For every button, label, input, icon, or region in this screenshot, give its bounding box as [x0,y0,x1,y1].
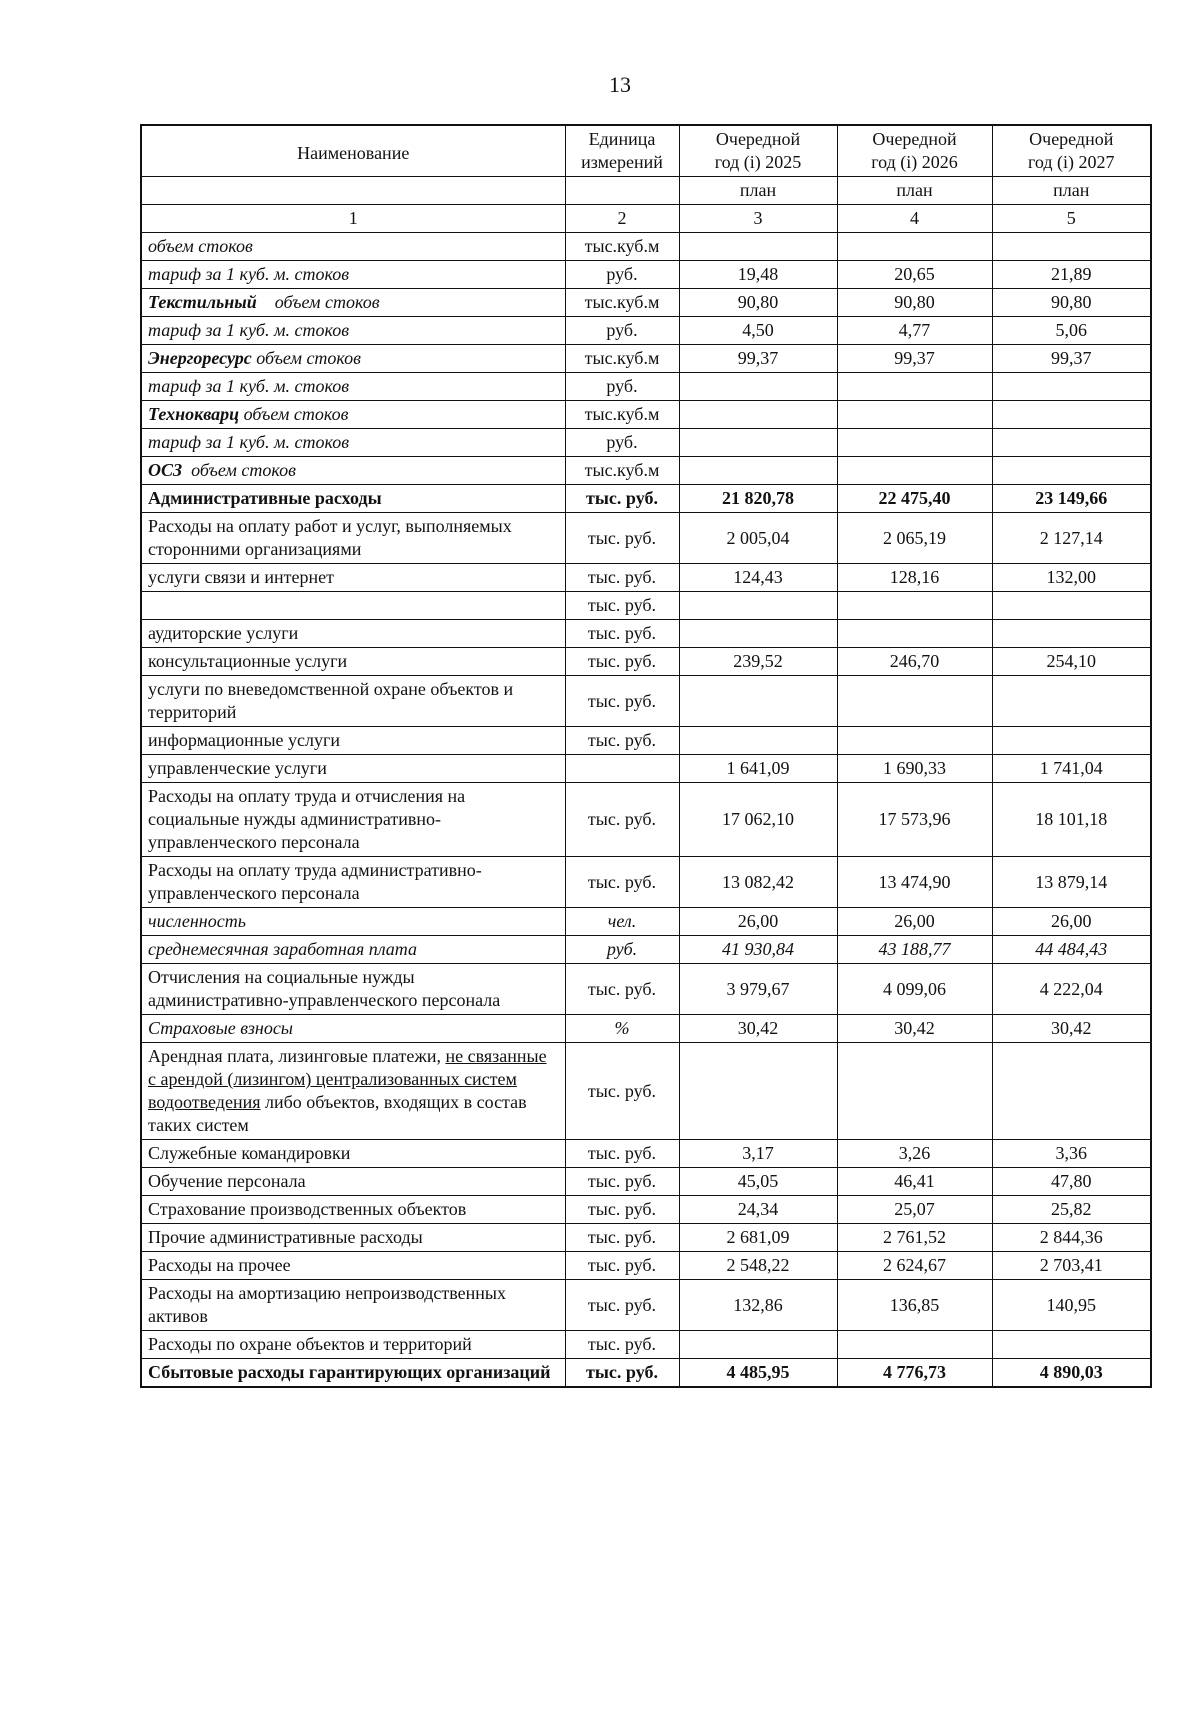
row-value-2025: 90,80 [679,289,837,317]
row-value-2027: 140,95 [992,1280,1151,1331]
row-unit: тыс.куб.м [565,289,679,317]
row-label [141,345,565,373]
row-value-2026 [837,233,992,261]
row-value-2026: 136,85 [837,1280,992,1331]
row-label: Административные расходы [141,485,565,513]
row-label [141,289,565,317]
row-unit: тыс. руб. [565,857,679,908]
row-label-part-b: либо объектов, входящих в состав таких систем [148,1092,527,1135]
table-row [141,1252,1151,1280]
row-value-2025: 19,48 [679,261,837,289]
row-unit: тыс. руб. [565,513,679,564]
row-value-2027 [992,1331,1151,1359]
row-value-2026 [837,1043,992,1140]
table-row [141,401,1151,429]
header-y1-line2: год (i) 2025 [714,152,802,172]
table-row [141,964,1151,1015]
row-value-2027: 99,37 [992,345,1151,373]
row-value-2026 [837,592,992,620]
col-number-4: 4 [837,205,992,233]
header-unit-line1: Единица [588,129,656,149]
row-unit: тыс. руб. [565,564,679,592]
row-value-2027: 3,36 [992,1140,1151,1168]
row-value-2025: 4,50 [679,317,837,345]
table-row [141,620,1151,648]
row-label: Расходы на оплату труда административно-управленческого персонала [141,857,565,908]
row-value-2027: 2 844,36 [992,1224,1151,1252]
table-row [141,429,1151,457]
row-value-2025 [679,457,837,485]
row-unit [565,755,679,783]
plan-empty-name [141,177,565,205]
row-unit: руб. [565,373,679,401]
row-value-2026: 3,26 [837,1140,992,1168]
row-unit: тыс. руб. [565,1140,679,1168]
row-unit: тыс. руб. [565,485,679,513]
row-value-2025: 26,00 [679,908,837,936]
row-unit: тыс. руб. [565,676,679,727]
row-unit: тыс. руб. [565,592,679,620]
header-year-2025 [679,125,837,177]
row-value-2025: 3 979,67 [679,964,837,1015]
row-value-2027: 44 484,43 [992,936,1151,964]
table-row [141,592,1151,620]
plan-row [141,177,1151,205]
row-value-2025: 2 681,09 [679,1224,837,1252]
row-unit: тыс. руб. [565,1359,679,1388]
row-value-2027: 23 149,66 [992,485,1151,513]
row-label [141,1043,565,1140]
table-row [141,783,1151,857]
row-value-2027 [992,1043,1151,1140]
row-value-2025 [679,592,837,620]
row-value-2026: 22 475,40 [837,485,992,513]
header-y3-line1: Очередной [1029,129,1114,149]
row-value-2027 [992,592,1151,620]
table-row [141,1280,1151,1331]
row-value-2027: 5,06 [992,317,1151,345]
row-value-2026: 17 573,96 [837,783,992,857]
row-value-2026 [837,401,992,429]
row-label-org: Энергоресурс [148,348,252,368]
row-value-2026: 13 474,90 [837,857,992,908]
row-label: тариф за 1 куб. м. стоков [141,429,565,457]
row-value-2025 [679,1331,837,1359]
row-unit: тыс. руб. [565,727,679,755]
table-row [141,1331,1151,1359]
row-value-2027: 13 879,14 [992,857,1151,908]
table-row [141,317,1151,345]
plan-label-2026: план [837,177,992,205]
row-unit: тыс. руб. [565,1168,679,1196]
table-row [141,564,1151,592]
row-value-2027 [992,676,1151,727]
row-unit: руб. [565,936,679,964]
row-label: консультационные услуги [141,648,565,676]
table-row [141,1224,1151,1252]
row-value-2027 [992,429,1151,457]
row-unit: тыс. руб. [565,1224,679,1252]
row-label-org: Текстильный [148,292,257,312]
col-number-5: 5 [992,205,1151,233]
row-value-2027: 254,10 [992,648,1151,676]
row-value-2026: 90,80 [837,289,992,317]
row-label: Расходы на оплату работ и услуг, выполняемых сторонними организациями [141,513,565,564]
row-value-2027: 30,42 [992,1015,1151,1043]
row-unit: тыс. руб. [565,1252,679,1280]
row-value-2027: 25,82 [992,1196,1151,1224]
table-row [141,648,1151,676]
row-value-2027: 26,00 [992,908,1151,936]
row-value-2025: 4 485,95 [679,1359,837,1388]
row-value-2026: 2 624,67 [837,1252,992,1280]
table-row [141,1196,1151,1224]
header-y3-line2: год (i) 2027 [1027,152,1115,172]
table-row [141,233,1151,261]
row-label: Расходы на оплату труда и отчисления на социальные нужды административно-управленческого персонала [141,783,565,857]
row-unit: тыс.куб.м [565,345,679,373]
row-label [141,592,565,620]
row-value-2025: 13 082,42 [679,857,837,908]
col-number-3: 3 [679,205,837,233]
header-row [141,125,1151,177]
row-value-2026 [837,676,992,727]
table-row [141,727,1151,755]
header-year-2026 [837,125,992,177]
column-numbers-row [141,205,1151,233]
row-value-2026: 26,00 [837,908,992,936]
row-value-2026: 43 188,77 [837,936,992,964]
table-row [141,1140,1151,1168]
row-label: Расходы на прочее [141,1252,565,1280]
table-row [141,908,1151,936]
header-year-2027 [992,125,1151,177]
table-row [141,1015,1151,1043]
row-unit: руб. [565,429,679,457]
row-label-text: объем стоков [251,348,361,368]
row-value-2026 [837,457,992,485]
table-row [141,755,1151,783]
row-value-2025: 41 930,84 [679,936,837,964]
row-value-2025: 17 062,10 [679,783,837,857]
row-label: Страхование производственных объектов [141,1196,565,1224]
row-value-2026: 46,41 [837,1168,992,1196]
row-value-2027: 4 222,04 [992,964,1151,1015]
row-label [141,457,565,485]
row-value-2026: 4 099,06 [837,964,992,1015]
row-label: информационные услуги [141,727,565,755]
table-row [141,345,1151,373]
plan-label-2027: план [992,177,1151,205]
col-number-2: 2 [565,205,679,233]
row-label-org: ОСЗ [148,460,183,480]
row-value-2025: 2 548,22 [679,1252,837,1280]
row-label: тариф за 1 куб. м. стоков [141,261,565,289]
page-number: 13 [609,72,631,97]
row-value-2026: 99,37 [837,345,992,373]
row-label: объем стоков [141,233,565,261]
row-unit: тыс. руб. [565,1196,679,1224]
row-value-2026: 2 761,52 [837,1224,992,1252]
row-unit: % [565,1015,679,1043]
row-value-2027 [992,401,1151,429]
table-row [141,289,1151,317]
row-unit: тыс. руб. [565,1043,679,1140]
row-unit: тыс. руб. [565,648,679,676]
row-value-2025 [679,401,837,429]
row-value-2027 [992,233,1151,261]
row-value-2025: 239,52 [679,648,837,676]
row-value-2027: 132,00 [992,564,1151,592]
row-value-2025: 30,42 [679,1015,837,1043]
row-unit: тыс.куб.м [565,457,679,485]
row-value-2026: 25,07 [837,1196,992,1224]
row-value-2025 [679,620,837,648]
table-row [141,1043,1151,1140]
row-label [141,401,565,429]
row-label: среднемесячная заработная плата [141,936,565,964]
budget-table [140,124,1152,1388]
row-unit: тыс. руб. [565,620,679,648]
row-label: Обучение персонала [141,1168,565,1196]
row-value-2027: 21,89 [992,261,1151,289]
row-unit: тыс. руб. [565,1331,679,1359]
row-label: аудиторские услуги [141,620,565,648]
row-unit: руб. [565,261,679,289]
row-label: Сбытовые расходы гарантирующих организаций [141,1359,565,1388]
row-unit: тыс. руб. [565,964,679,1015]
row-unit: чел. [565,908,679,936]
plan-empty-unit [565,177,679,205]
row-value-2026 [837,429,992,457]
row-unit: тыс. руб. [565,783,679,857]
header-unit [565,125,679,177]
row-label: управленческие услуги [141,755,565,783]
row-value-2025 [679,233,837,261]
row-value-2025 [679,373,837,401]
row-label: тариф за 1 куб. м. стоков [141,317,565,345]
row-label: Служебные командировки [141,1140,565,1168]
row-label-text: объем стоков [182,460,296,480]
row-value-2026: 2 065,19 [837,513,992,564]
row-value-2025: 3,17 [679,1140,837,1168]
row-value-2026: 30,42 [837,1015,992,1043]
table-row [141,457,1151,485]
row-label: тариф за 1 куб. м. стоков [141,373,565,401]
header-y2-line1: Очередной [872,129,957,149]
row-value-2027 [992,727,1151,755]
row-unit: тыс. руб. [565,1280,679,1331]
row-label-part-a: Арендная плата, лизинговые платежи, [148,1046,446,1066]
row-value-2026: 4,77 [837,317,992,345]
table-row [141,676,1151,727]
plan-label-2025: план [679,177,837,205]
row-unit: тыс.куб.м [565,401,679,429]
row-value-2026: 246,70 [837,648,992,676]
row-value-2025: 132,86 [679,1280,837,1331]
row-value-2027 [992,373,1151,401]
row-value-2027: 4 890,03 [992,1359,1151,1388]
row-value-2027: 47,80 [992,1168,1151,1196]
row-value-2025: 2 005,04 [679,513,837,564]
row-label-org: Технокварц [148,404,240,424]
row-value-2026 [837,1331,992,1359]
table-row [141,513,1151,564]
table-row [141,936,1151,964]
row-value-2025: 124,43 [679,564,837,592]
row-label: услуги по вневедомственной охране объектов и территорий [141,676,565,727]
table-row [141,373,1151,401]
row-label-text: объем стоков [256,292,380,312]
row-label: Расходы по охране объектов и территорий [141,1331,565,1359]
row-value-2025: 24,34 [679,1196,837,1224]
row-value-2026: 4 776,73 [837,1359,992,1388]
header-unit-line2: измерений [581,152,663,172]
row-value-2026: 20,65 [837,261,992,289]
row-label: Прочие административные расходы [141,1224,565,1252]
row-value-2027 [992,457,1151,485]
row-value-2026 [837,373,992,401]
row-value-2026: 128,16 [837,564,992,592]
row-label-underlined: не связанные с арендой (лизингом) централизованных систем водоотведения [148,1046,547,1112]
row-value-2027: 2 127,14 [992,513,1151,564]
row-value-2025 [679,676,837,727]
row-value-2025: 45,05 [679,1168,837,1196]
table-row [141,1359,1151,1388]
row-value-2025 [679,429,837,457]
row-value-2027: 1 741,04 [992,755,1151,783]
row-value-2025 [679,727,837,755]
row-value-2026 [837,620,992,648]
row-value-2025 [679,1043,837,1140]
table-row [141,857,1151,908]
row-label: Отчисления на социальные нужды административно-управленческого персонала [141,964,565,1015]
row-unit: руб. [565,317,679,345]
row-label: услуги связи и интернет [141,564,565,592]
col-number-1: 1 [141,205,565,233]
row-value-2026 [837,727,992,755]
header-y1-line1: Очередной [715,129,801,149]
row-value-2027: 90,80 [992,289,1151,317]
row-label: Страховые взносы [141,1015,565,1043]
row-unit: тыс.куб.м [565,233,679,261]
table-row [141,1168,1151,1196]
row-value-2027 [992,620,1151,648]
row-label: Расходы на амортизацию непроизводственных активов [141,1280,565,1331]
row-value-2027: 2 703,41 [992,1252,1151,1280]
row-value-2025: 21 820,78 [679,485,837,513]
row-value-2025: 99,37 [679,345,837,373]
row-value-2025: 1 641,09 [679,755,837,783]
header-y2-line2: год (i) 2026 [871,152,958,172]
row-value-2027: 18 101,18 [992,783,1151,857]
row-label-text: объем стоков [239,404,349,424]
table-row [141,261,1151,289]
table-row [141,485,1151,513]
row-label: численность [141,908,565,936]
row-value-2026: 1 690,33 [837,755,992,783]
header-name: Наименование [141,125,565,177]
